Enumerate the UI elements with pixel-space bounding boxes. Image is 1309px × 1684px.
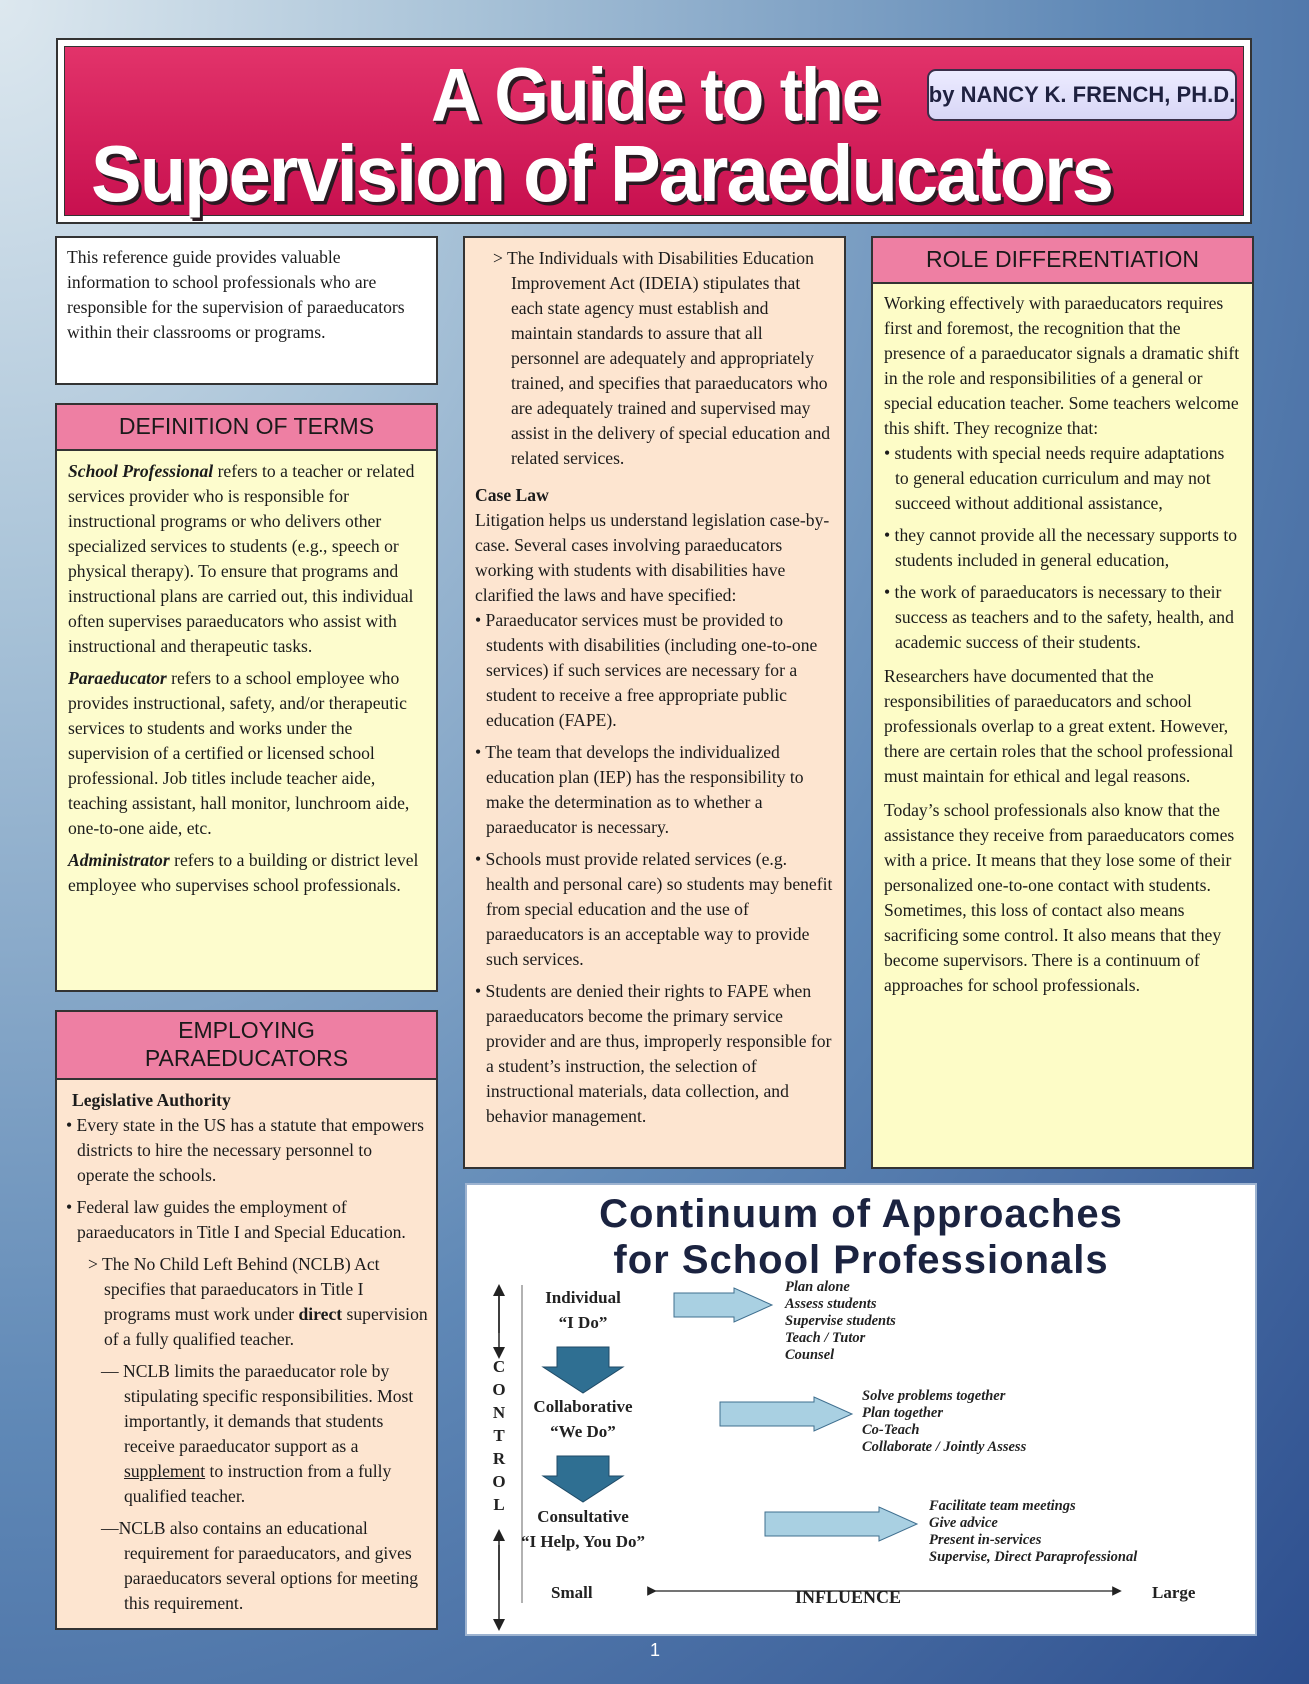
nclb-limits-item	[66, 1359, 428, 1509]
term-name: Paraeducator	[68, 668, 167, 688]
stage-action: Give advice	[929, 1515, 998, 1531]
control-letter: O	[492, 1380, 506, 1399]
stage-action: Assess students	[785, 1296, 877, 1312]
continuum-graphic	[467, 1185, 1255, 1634]
supplement-underline: supplement	[124, 1461, 206, 1481]
influence-axis-label: INFLUENCE	[795, 1587, 902, 1607]
right-arrow-icon	[674, 1288, 772, 1322]
page-number: 1	[649, 1640, 660, 1660]
continuum-title-line-1: Continuum of Approaches	[599, 1192, 1123, 1236]
control-letter: N	[492, 1403, 506, 1422]
definition-school-professional	[68, 459, 425, 659]
stage-quote: “I Help, You Do”	[520, 1532, 646, 1551]
nclb-limits-text: — NCLB limits the paraeducator role by stipulating specific responsibilities. Most importantly, it demands that students receive paraeducator support as a	[101, 1361, 414, 1456]
role-paragraph-3: Today’s school professionals also know that the assistance they receive from paraeducators comes with a price. It means that they lose some of their personalized one-to-one contact with students. Sometimes, this loss of contact also means sacrificing some control. It also means that they become supervisors. There is a continuum of approaches for school professionals.	[884, 800, 1235, 995]
stage-quote: “We Do”	[550, 1422, 616, 1441]
right-arrow-icon	[720, 1397, 852, 1431]
case-law-bullet-2: • The team that develops the individualized education plan (IEP) has the responsibility to make the determination as to whether a paraeducator is necessary.	[475, 742, 804, 837]
case-law-intro: Litigation helps us understand legislation case-by-case. Several cases involving paraeducators working with students with disabilities have clarified the laws and have specified:	[475, 510, 830, 605]
continuum-title-line-2: for School Professionals	[613, 1238, 1109, 1282]
nclb-item	[66, 1252, 428, 1352]
influence-small-label: Small	[551, 1583, 593, 1602]
nclb-limits-text-end: to instruction from a fully qualified teacher.	[124, 1461, 392, 1506]
stage-action: Teach / Tutor	[785, 1330, 866, 1346]
employing-heading: EMPLOYING PARAEDUCATORS	[57, 1012, 436, 1080]
role-bullet-1: • students with special needs require adaptations to general education curriculum and may not succeed without additional assistance,	[884, 443, 1225, 513]
term-name: School Professional	[68, 461, 214, 481]
stage-action: Collaborate / Jointly Assess	[862, 1439, 1027, 1455]
intro-text: This reference guide provides valuable information to school professionals who are responsible for the supervision of paraeducators within their classrooms or programs.	[67, 247, 405, 342]
control-letter: C	[492, 1357, 506, 1376]
right-arrow-icon	[765, 1507, 917, 1541]
stage-quote: “I Do”	[558, 1313, 608, 1332]
stage-name: Individual	[545, 1288, 621, 1307]
role-bullet-2: • they cannot provide all the necessary supports to students included in general education,	[884, 525, 1238, 570]
title-banner	[56, 38, 1252, 224]
role-differentiation-box	[871, 236, 1254, 1169]
control-letter: T	[493, 1426, 505, 1445]
stage-action: Co-Teach	[862, 1422, 920, 1438]
intro-box	[55, 236, 438, 385]
term-name: Administrator	[68, 850, 170, 870]
down-arrow-icon	[543, 1347, 623, 1393]
definition-administrator	[68, 848, 425, 898]
case-law-heading: Case Law	[475, 485, 549, 505]
title-banner-fill	[64, 46, 1244, 219]
stage-action: Solve problems together	[862, 1388, 1006, 1404]
stage-action: Counsel	[785, 1347, 835, 1363]
control-letter: O	[492, 1472, 506, 1491]
stage-action: Supervise students	[785, 1313, 896, 1329]
stage-name: Consultative	[537, 1507, 629, 1526]
nclb-text-end: supervision of a fully qualified teacher.	[104, 1304, 428, 1349]
role-paragraph-1: Working effectively with paraeducators requires first and foremost, the recognition that the presence of a paraeducator signals a dramatic shift in the role and responsibilities of a general or special education teacher. Some teachers welcome this shift. They recognize that:	[884, 293, 1240, 438]
nclb-text: > The No Child Left Behind (NCLB) Act specifies that paraeducators in Title I programs must work under	[88, 1254, 380, 1324]
control-letter: R	[492, 1449, 506, 1468]
term-text: refers to a school employee who provides instructional, safety, and/or therapeutic services to students and works under the supervision of a certified or licensed school professional. Job titles include teacher aide, teaching assistant, hall monitor, lunchroom aide, one-to-one aide, etc.	[68, 668, 410, 838]
stage-action: Supervise, Direct Paraprofessional	[929, 1549, 1138, 1565]
definitions-box	[55, 403, 438, 992]
stage-action: Present in-services	[929, 1532, 1042, 1548]
role-bullet-3: • the work of paraeducators is necessary to their success as teachers and to the safety, health, and academic success of their students.	[884, 582, 1234, 652]
employing-bullet-1: • Every state in the US has a statute that empowers districts to hire the necessary personnel to operate the schools.	[66, 1115, 424, 1185]
stage-action: Facilitate team meetings	[929, 1498, 1076, 1514]
case-law-bullet-3: • Schools must provide related services (e.g. health and personal care) so students may benefit from special education and the use of paraeducators is an acceptable way to provide such services.	[475, 849, 833, 969]
ideia-item: > The Individuals with Disabilities Education Improvement Act (IDEIA) stipulates that each state agency must establish and maintain standards to assure that all personnel are adequately and appropriately trained, and specifies that paraeducators who are adequately trained and supervised may assist in the delivery of special education and related services.	[493, 248, 831, 468]
stage-action: Plan together	[862, 1405, 943, 1421]
influence-large-label: Large	[1152, 1583, 1196, 1602]
down-arrow-icon	[543, 1456, 623, 1502]
stage-action: Plan alone	[785, 1279, 850, 1295]
author-byline: by NANCY K. FRENCH, PH.D.	[927, 69, 1237, 121]
term-text: refers to a teacher or related services provider who is responsible for instructional programs or who delivers other specialized services to students (e.g., speech or physical therapy). To ensure that programs and instructional plans are carried out, this individual often supervises paraeducators who assist with instructional and therapeutic tasks.	[68, 461, 415, 656]
nclb-emphasis: direct	[298, 1304, 343, 1324]
employing-box	[55, 1010, 438, 1630]
case-law-bullet-4: • Students are denied their rights to FAPE when paraeducators become the primary service provider and are thus, improperly responsible for a student’s instruction, the selection of instructional materials, data collection, and behavior management.	[475, 981, 832, 1126]
title-line-1: A Guide to the	[431, 52, 879, 137]
control-letter: L	[493, 1495, 505, 1514]
role-paragraph-2: Researchers have documented that the responsibilities of paraeducators and school professionals overlap to a great extent. However, there are certain roles that the school professional must maintain for ethical and legal reasons.	[884, 666, 1234, 786]
continuum-diagram	[465, 1183, 1257, 1636]
nclb-education-item: —NCLB also contains an educational requirement for paraeducators, and gives paraeducators several options for meeting this requirement.	[101, 1518, 419, 1613]
definitions-heading: DEFINITION OF TERMS	[57, 405, 436, 451]
case-law-bullet-1: • Paraeducator services must be provided to students with disabilities (including one-to-one services) if such services are necessary for a student to receive a free appropriate public education (FAPE).	[475, 610, 818, 730]
term-text: refers to a building or district level employee who supervises school professionals.	[68, 850, 419, 895]
legislative-authority-heading: Legislative Authority	[72, 1090, 231, 1110]
role-heading: ROLE DIFFERENTIATION	[873, 238, 1252, 284]
employing-bullet-2: • Federal law guides the employment of paraeducators in Title I and Special Education.	[66, 1197, 406, 1242]
legislation-caselaw-box	[463, 236, 846, 1169]
title-line-2: Supervision of Paraeducators	[91, 129, 1112, 219]
control-axis-label	[492, 1357, 505, 1514]
definition-paraeducator	[68, 666, 425, 841]
stage-name: Collaborative	[533, 1397, 633, 1416]
